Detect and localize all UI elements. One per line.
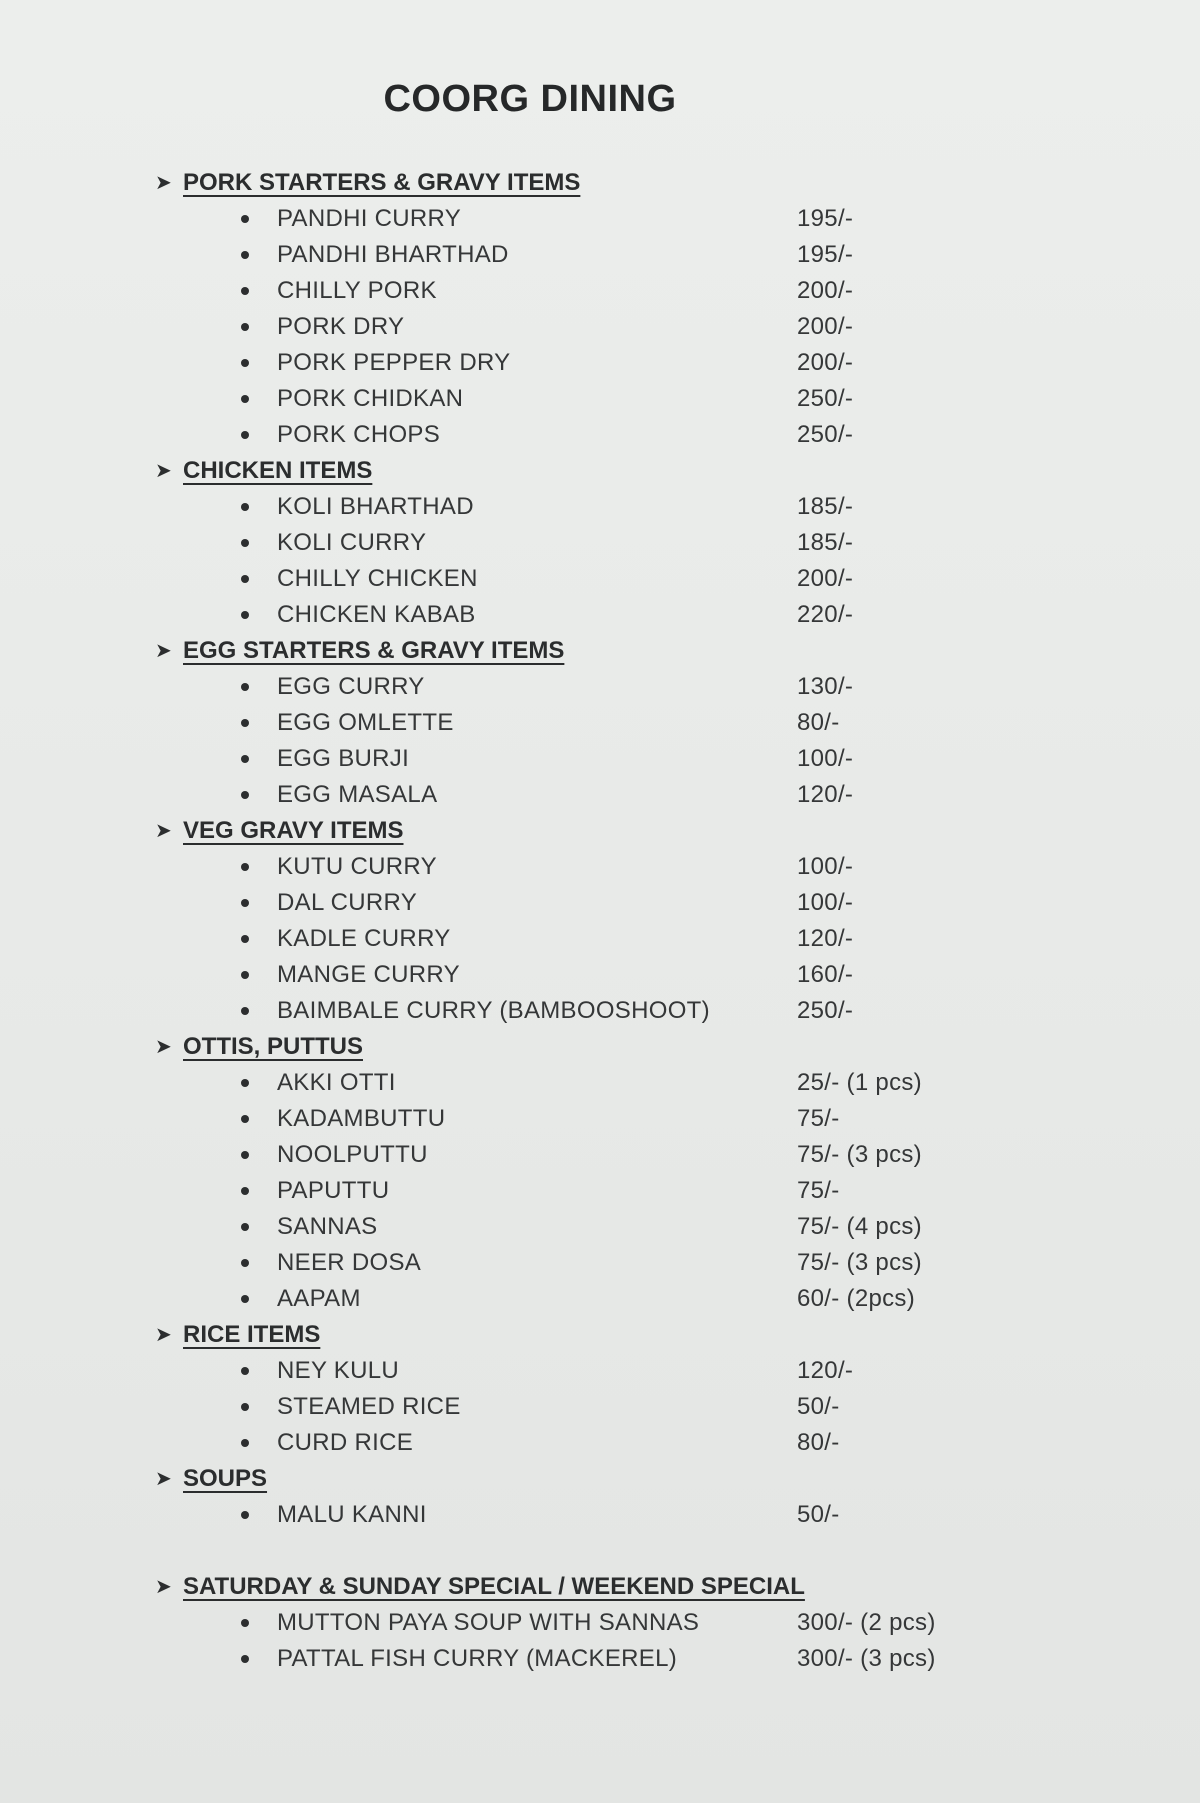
bullet-dot-icon (241, 755, 249, 763)
item-name: NEER DOSA (277, 1249, 422, 1276)
bullet-dot-icon (241, 539, 249, 547)
menu-item (155, 1245, 1015, 1281)
section-gap (155, 1533, 1015, 1569)
bullet-dot-icon (241, 719, 249, 727)
section-heading: PORK STARTERS & GRAVY ITEMS (183, 169, 581, 196)
page-title: COORG DINING (383, 78, 677, 120)
menu-list (155, 165, 1015, 1677)
item-name: KADLE CURRY (277, 925, 451, 952)
item-name: PAPUTTU (277, 1177, 390, 1204)
menu-item (155, 921, 1015, 957)
item-name: MALU KANNI (277, 1501, 427, 1528)
item-price: 80/- (797, 1429, 840, 1456)
menu-item (155, 1065, 1015, 1101)
item-name: CHILLY CHICKEN (277, 565, 478, 592)
item-name: PATTAL FISH CURRY (MACKEREL) (277, 1645, 678, 1672)
section-header (155, 1317, 1015, 1353)
item-name: CHICKEN KABAB (277, 601, 476, 628)
menu-item (155, 1425, 1015, 1461)
bullet-dot-icon (241, 1187, 249, 1195)
arrow-bullet-icon: ➤ (155, 460, 172, 482)
section-header (155, 633, 1015, 669)
section-header (155, 165, 1015, 201)
item-name: STEAMED RICE (277, 1393, 461, 1420)
bullet-dot-icon (241, 863, 249, 871)
bullet-dot-icon (241, 1295, 249, 1303)
menu-item (155, 1641, 1015, 1677)
section-heading: SOUPS (183, 1465, 268, 1492)
item-price: 100/- (797, 889, 854, 916)
bullet-dot-icon (241, 971, 249, 979)
item-price: 185/- (797, 493, 854, 520)
menu-item (155, 741, 1015, 777)
bullet-dot-icon (241, 611, 249, 619)
menu-item (155, 201, 1015, 237)
item-price: 200/- (797, 277, 854, 304)
bullet-dot-icon (241, 1511, 249, 1519)
bullet-dot-icon (241, 575, 249, 583)
arrow-bullet-icon: ➤ (155, 820, 172, 842)
menu-item (155, 849, 1015, 885)
menu-item (155, 1281, 1015, 1317)
item-name: EGG CURRY (277, 673, 425, 700)
menu-section (155, 1569, 1015, 1677)
item-price: 300/- (2 pcs) (797, 1609, 936, 1636)
item-price: 75/- (797, 1177, 840, 1204)
menu-item (155, 1389, 1015, 1425)
bullet-dot-icon (241, 287, 249, 295)
bullet-dot-icon (241, 1655, 249, 1663)
bullet-dot-icon (241, 251, 249, 259)
section-heading: EGG STARTERS & GRAVY ITEMS (183, 637, 565, 664)
section-heading: CHICKEN ITEMS (183, 457, 373, 484)
bullet-dot-icon (241, 503, 249, 511)
item-name: NEY KULU (277, 1357, 400, 1384)
bullet-dot-icon (241, 395, 249, 403)
menu-item (155, 381, 1015, 417)
bullet-dot-icon (241, 1007, 249, 1015)
item-name: PORK DRY (277, 313, 405, 340)
item-price: 130/- (797, 673, 854, 700)
bullet-dot-icon (241, 1115, 249, 1123)
item-name: PORK PEPPER DRY (277, 349, 511, 376)
menu-item (155, 669, 1015, 705)
arrow-bullet-icon: ➤ (155, 640, 172, 662)
bullet-dot-icon (241, 1403, 249, 1411)
arrow-bullet-icon: ➤ (155, 1576, 172, 1598)
menu-section (155, 1461, 1015, 1533)
item-price: 200/- (797, 349, 854, 376)
item-name: EGG BURJI (277, 745, 410, 772)
section-heading: SATURDAY & SUNDAY SPECIAL / WEEKEND SPECIAL (183, 1573, 805, 1600)
item-name: MUTTON PAYA SOUP WITH SANNAS (277, 1609, 700, 1636)
menu-item (155, 309, 1015, 345)
item-price: 50/- (797, 1501, 840, 1528)
bullet-dot-icon (241, 1439, 249, 1447)
menu-item (155, 1353, 1015, 1389)
section-heading: RICE ITEMS (183, 1321, 321, 1348)
item-name: BAIMBALE CURRY (BAMBOOSHOOT) (277, 997, 710, 1024)
section-header (155, 1029, 1015, 1065)
menu-section (155, 813, 1015, 1029)
item-name: AAPAM (277, 1285, 361, 1312)
item-name: CURD RICE (277, 1429, 414, 1456)
item-price: 25/- (1 pcs) (797, 1069, 922, 1096)
item-name: KADAMBUTTU (277, 1105, 446, 1132)
menu-section (155, 633, 1015, 813)
item-name: PANDHI CURRY (277, 205, 462, 232)
menu-item (155, 597, 1015, 633)
menu-item (155, 885, 1015, 921)
item-name: KOLI CURRY (277, 529, 427, 556)
item-price: 60/- (2pcs) (797, 1285, 916, 1312)
item-price: 185/- (797, 529, 854, 556)
section-heading: OTTIS, PUTTUS (183, 1033, 363, 1060)
menu-item (155, 525, 1015, 561)
item-price: 120/- (797, 781, 854, 808)
bullet-dot-icon (241, 323, 249, 331)
item-name: NOOLPUTTU (277, 1141, 428, 1168)
bullet-dot-icon (241, 431, 249, 439)
bullet-dot-icon (241, 1259, 249, 1267)
item-price: 195/- (797, 241, 854, 268)
menu-item (155, 1173, 1015, 1209)
item-price: 195/- (797, 205, 854, 232)
menu-item (155, 1137, 1015, 1173)
item-price: 160/- (797, 961, 854, 988)
section-header (155, 1461, 1015, 1497)
menu-item (155, 1497, 1015, 1533)
item-price: 100/- (797, 745, 854, 772)
menu-item (155, 561, 1015, 597)
bullet-dot-icon (241, 791, 249, 799)
item-price: 120/- (797, 925, 854, 952)
item-name: CHILLY PORK (277, 277, 437, 304)
item-name: KUTU CURRY (277, 853, 437, 880)
menu-item (155, 237, 1015, 273)
item-price: 75/- (4 pcs) (797, 1213, 922, 1240)
bullet-dot-icon (241, 1367, 249, 1375)
item-name: DAL CURRY (277, 889, 418, 916)
item-price: 220/- (797, 601, 854, 628)
menu-item (155, 993, 1015, 1029)
menu-item (155, 273, 1015, 309)
menu-section (155, 165, 1015, 453)
item-name: EGG OMLETTE (277, 709, 454, 736)
menu-item (155, 777, 1015, 813)
menu-item (155, 489, 1015, 525)
item-price: 80/- (797, 709, 840, 736)
section-heading: VEG GRAVY ITEMS (183, 817, 404, 844)
item-name: PORK CHIDKAN (277, 385, 464, 412)
item-name: PANDHI BHARTHAD (277, 241, 509, 268)
menu-item (155, 417, 1015, 453)
menu-item (155, 1101, 1015, 1137)
item-name: PORK CHOPS (277, 421, 441, 448)
bullet-dot-icon (241, 1151, 249, 1159)
item-price: 75/- (797, 1105, 840, 1132)
arrow-bullet-icon: ➤ (155, 1324, 172, 1346)
bullet-dot-icon (241, 935, 249, 943)
bullet-dot-icon (241, 1223, 249, 1231)
arrow-bullet-icon: ➤ (155, 1468, 172, 1490)
item-price: 75/- (3 pcs) (797, 1249, 922, 1276)
item-name: AKKI OTTI (277, 1069, 396, 1096)
item-price: 50/- (797, 1393, 840, 1420)
menu-item (155, 957, 1015, 993)
menu-item (155, 1605, 1015, 1641)
bullet-dot-icon (241, 1619, 249, 1627)
menu-section (155, 1029, 1015, 1317)
item-price: 75/- (3 pcs) (797, 1141, 922, 1168)
item-name: SANNAS (277, 1213, 378, 1240)
bullet-dot-icon (241, 215, 249, 223)
menu-section (155, 1317, 1015, 1461)
item-name: EGG MASALA (277, 781, 438, 808)
item-price: 200/- (797, 313, 854, 340)
item-name: MANGE CURRY (277, 961, 460, 988)
bullet-dot-icon (241, 683, 249, 691)
item-price: 300/- (3 pcs) (797, 1645, 936, 1672)
bullet-dot-icon (241, 359, 249, 367)
item-price: 200/- (797, 565, 854, 592)
section-header (155, 453, 1015, 489)
section-header (155, 1569, 1015, 1605)
item-price: 250/- (797, 421, 854, 448)
item-price: 250/- (797, 997, 854, 1024)
menu-item (155, 345, 1015, 381)
menu-item (155, 705, 1015, 741)
bullet-dot-icon (241, 1079, 249, 1087)
item-price: 120/- (797, 1357, 854, 1384)
item-price: 100/- (797, 853, 854, 880)
item-price: 250/- (797, 385, 854, 412)
section-header (155, 813, 1015, 849)
menu-section (155, 453, 1015, 633)
bullet-dot-icon (241, 899, 249, 907)
item-name: KOLI BHARTHAD (277, 493, 474, 520)
menu-item (155, 1209, 1015, 1245)
arrow-bullet-icon: ➤ (155, 172, 172, 194)
arrow-bullet-icon: ➤ (155, 1036, 172, 1058)
